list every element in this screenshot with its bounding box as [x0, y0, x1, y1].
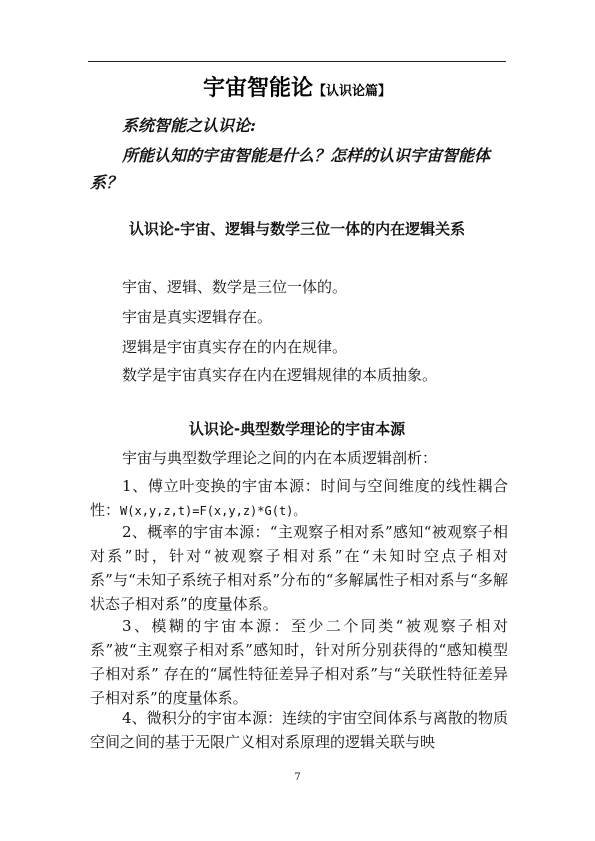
header-rule [88, 61, 506, 62]
page-title [88, 72, 506, 109]
trinity-paragraph: 数学是宇宙真实存在内在逻辑规律的本质抽象。 [122, 366, 438, 384]
section-heading-math-origin: 认识论-典型数学理论的宇宙本源 [188, 420, 406, 438]
item-fourier-text: 1、傅立叶变换的宇宙本源：时间与空间维度的线性耦合性： [90, 477, 508, 519]
section-heading-trinity: 认识论-宇宙、逻辑与数学三位一体的内在逻辑关系 [128, 220, 466, 238]
item-calculus: 4、微积分的宇宙本源：连续的宇宙空间体系与离散的物质空间之间的基于无限广义相对系原理的逻辑关联与映 [90, 709, 508, 751]
trinity-paragraph: 逻辑是宇宙真实存在的内在规律。 [122, 338, 348, 356]
page-number: 7 [294, 772, 301, 783]
trinity-paragraph: 宇宙是真实逻辑存在。 [122, 308, 273, 326]
section-lead: 宇宙与典型数学理论之间的内在本质逻辑剖析： [122, 449, 438, 467]
item-fuzzy: 3、模糊的宇宙本源：至少二个同类“被观察子相对系”被“主观察子相对系”感知时，针对所分别获得的“感知模型子相对系” 存在的“属性特征差异子相对系”与“关联性特征差异子相对系”的度量体系。 [90, 617, 508, 707]
intro-question: 所能认知的宇宙智能是什么？怎样的认识宇宙智能体系？ [90, 146, 491, 192]
intro-heading: 系统智能之认识论: [122, 116, 256, 135]
title-main: 宇宙智能论 [202, 76, 313, 101]
trinity-paragraph: 宇宙、逻辑、数学是三位一体的。 [122, 278, 348, 296]
item-fourier-formula: W(x,y,z,t)=F(x,y,z)*G(t)。 [120, 504, 306, 518]
title-subtitle: 【认识论篇】 [313, 84, 392, 99]
item-fourier [90, 474, 508, 523]
item-probability: 2、概率的宇宙本源：“主观察子相对系”感知“被观察子相对系”时，针对“被观察子相对系”在“未知时空点子相对系”与“未知子系统子相对系”分布的“多解属性子相对系与“多解状态子相对系”的度量体系。 [90, 523, 508, 613]
